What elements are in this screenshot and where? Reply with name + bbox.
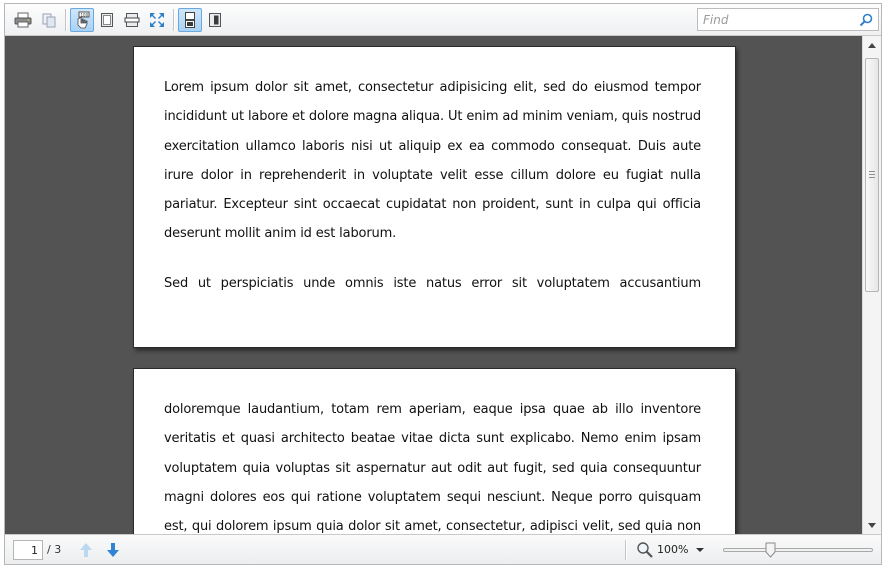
- zoom-level[interactable]: 100%: [657, 543, 689, 556]
- status-separator: [625, 540, 626, 560]
- search-icon[interactable]: [858, 12, 874, 28]
- page-view-icon: [207, 12, 223, 28]
- magnifier-icon[interactable]: [636, 541, 654, 559]
- document-page: [133, 368, 736, 534]
- find-box: [697, 8, 879, 31]
- pdf-viewer: [4, 3, 882, 565]
- continuous-view-icon: [182, 12, 198, 28]
- continuous-scroll-button[interactable]: [178, 8, 202, 32]
- chevron-down-icon[interactable]: [695, 545, 705, 555]
- fit-width-button[interactable]: [120, 8, 144, 32]
- arrow-up-icon: [868, 43, 876, 48]
- fit-width-icon: [124, 12, 140, 28]
- document-page: [133, 46, 736, 348]
- page-paragraph: Lorem ipsum dolor sit amet, consectetur adipisicing elit, sed do eiusmod tempor incididunt ut labore et dolore magna aliqua. Ut enim ad minim veniam, quis nostrud exercitation ullamco laboris nisi ut aliquip ex ea commodo consequat. Duis aute irure dolor in reprehenderit in voluptate velit esse cillum dolore eu fugiat nulla pariatur. Excepteur sint occaecat cupidatat non proident, sunt in culpa qui officia deserunt mollit anim id est laborum.: [164, 80, 701, 242]
- copy-button[interactable]: [37, 8, 61, 32]
- find-input[interactable]: [698, 9, 854, 30]
- zoom-slider[interactable]: [723, 542, 873, 558]
- full-screen-button[interactable]: [145, 8, 169, 32]
- arrow-down-icon: [868, 523, 876, 528]
- fullscreen-icon: [149, 12, 165, 28]
- hand-select-icon: [73, 11, 91, 29]
- slider-knob[interactable]: [765, 542, 776, 558]
- page-number-input[interactable]: [13, 540, 43, 560]
- single-page-button[interactable]: [95, 8, 119, 32]
- toolbar-separator: [65, 9, 66, 31]
- printer-icon: [14, 12, 32, 28]
- page-view-button[interactable]: [203, 8, 227, 32]
- print-button[interactable]: [11, 8, 35, 32]
- select-tool-button[interactable]: [70, 8, 94, 32]
- grip-icon: [869, 171, 875, 179]
- vertical-scrollbar[interactable]: [862, 36, 881, 534]
- slider-track: [723, 548, 873, 552]
- page-paragraph: Sed ut perspiciatis unde omnis iste natus error sit voluptatem accusantium: [164, 276, 701, 291]
- document-area[interactable]: [5, 36, 862, 534]
- arrow-up-icon: [79, 542, 93, 558]
- copy-icon: [41, 12, 57, 28]
- page-paragraph: doloremque laudantium, totam rem aperiam, eaque ipsa quae ab illo inventore veritatis et quasi architecto beatae vitae dicta sunt explicabo. Nemo enim ipsam voluptatem quia voluptas sit aspernatur aut odit aut fugit, sed quia consequuntur magni dolores eos qui ratione voluptatem sequi nesciunt. Neque porro quisquam est, qui dolorem ipsum quia dolor sit amet, consectetur, adipisci velit, sed quia non: [164, 402, 701, 534]
- arrow-down-icon: [106, 542, 120, 558]
- page-count: / 3: [47, 543, 62, 556]
- toolbar: [5, 4, 881, 36]
- scroll-up-button[interactable]: [863, 36, 881, 54]
- single-page-icon: [99, 12, 115, 28]
- status-bar: [5, 534, 881, 564]
- previous-page-button[interactable]: [76, 540, 96, 560]
- next-page-button[interactable]: [103, 540, 123, 560]
- scroll-down-button[interactable]: [863, 516, 881, 534]
- svg-text:100: 100: [80, 12, 89, 18]
- scrollbar-thumb[interactable]: [865, 58, 879, 292]
- toolbar-separator: [173, 9, 174, 31]
